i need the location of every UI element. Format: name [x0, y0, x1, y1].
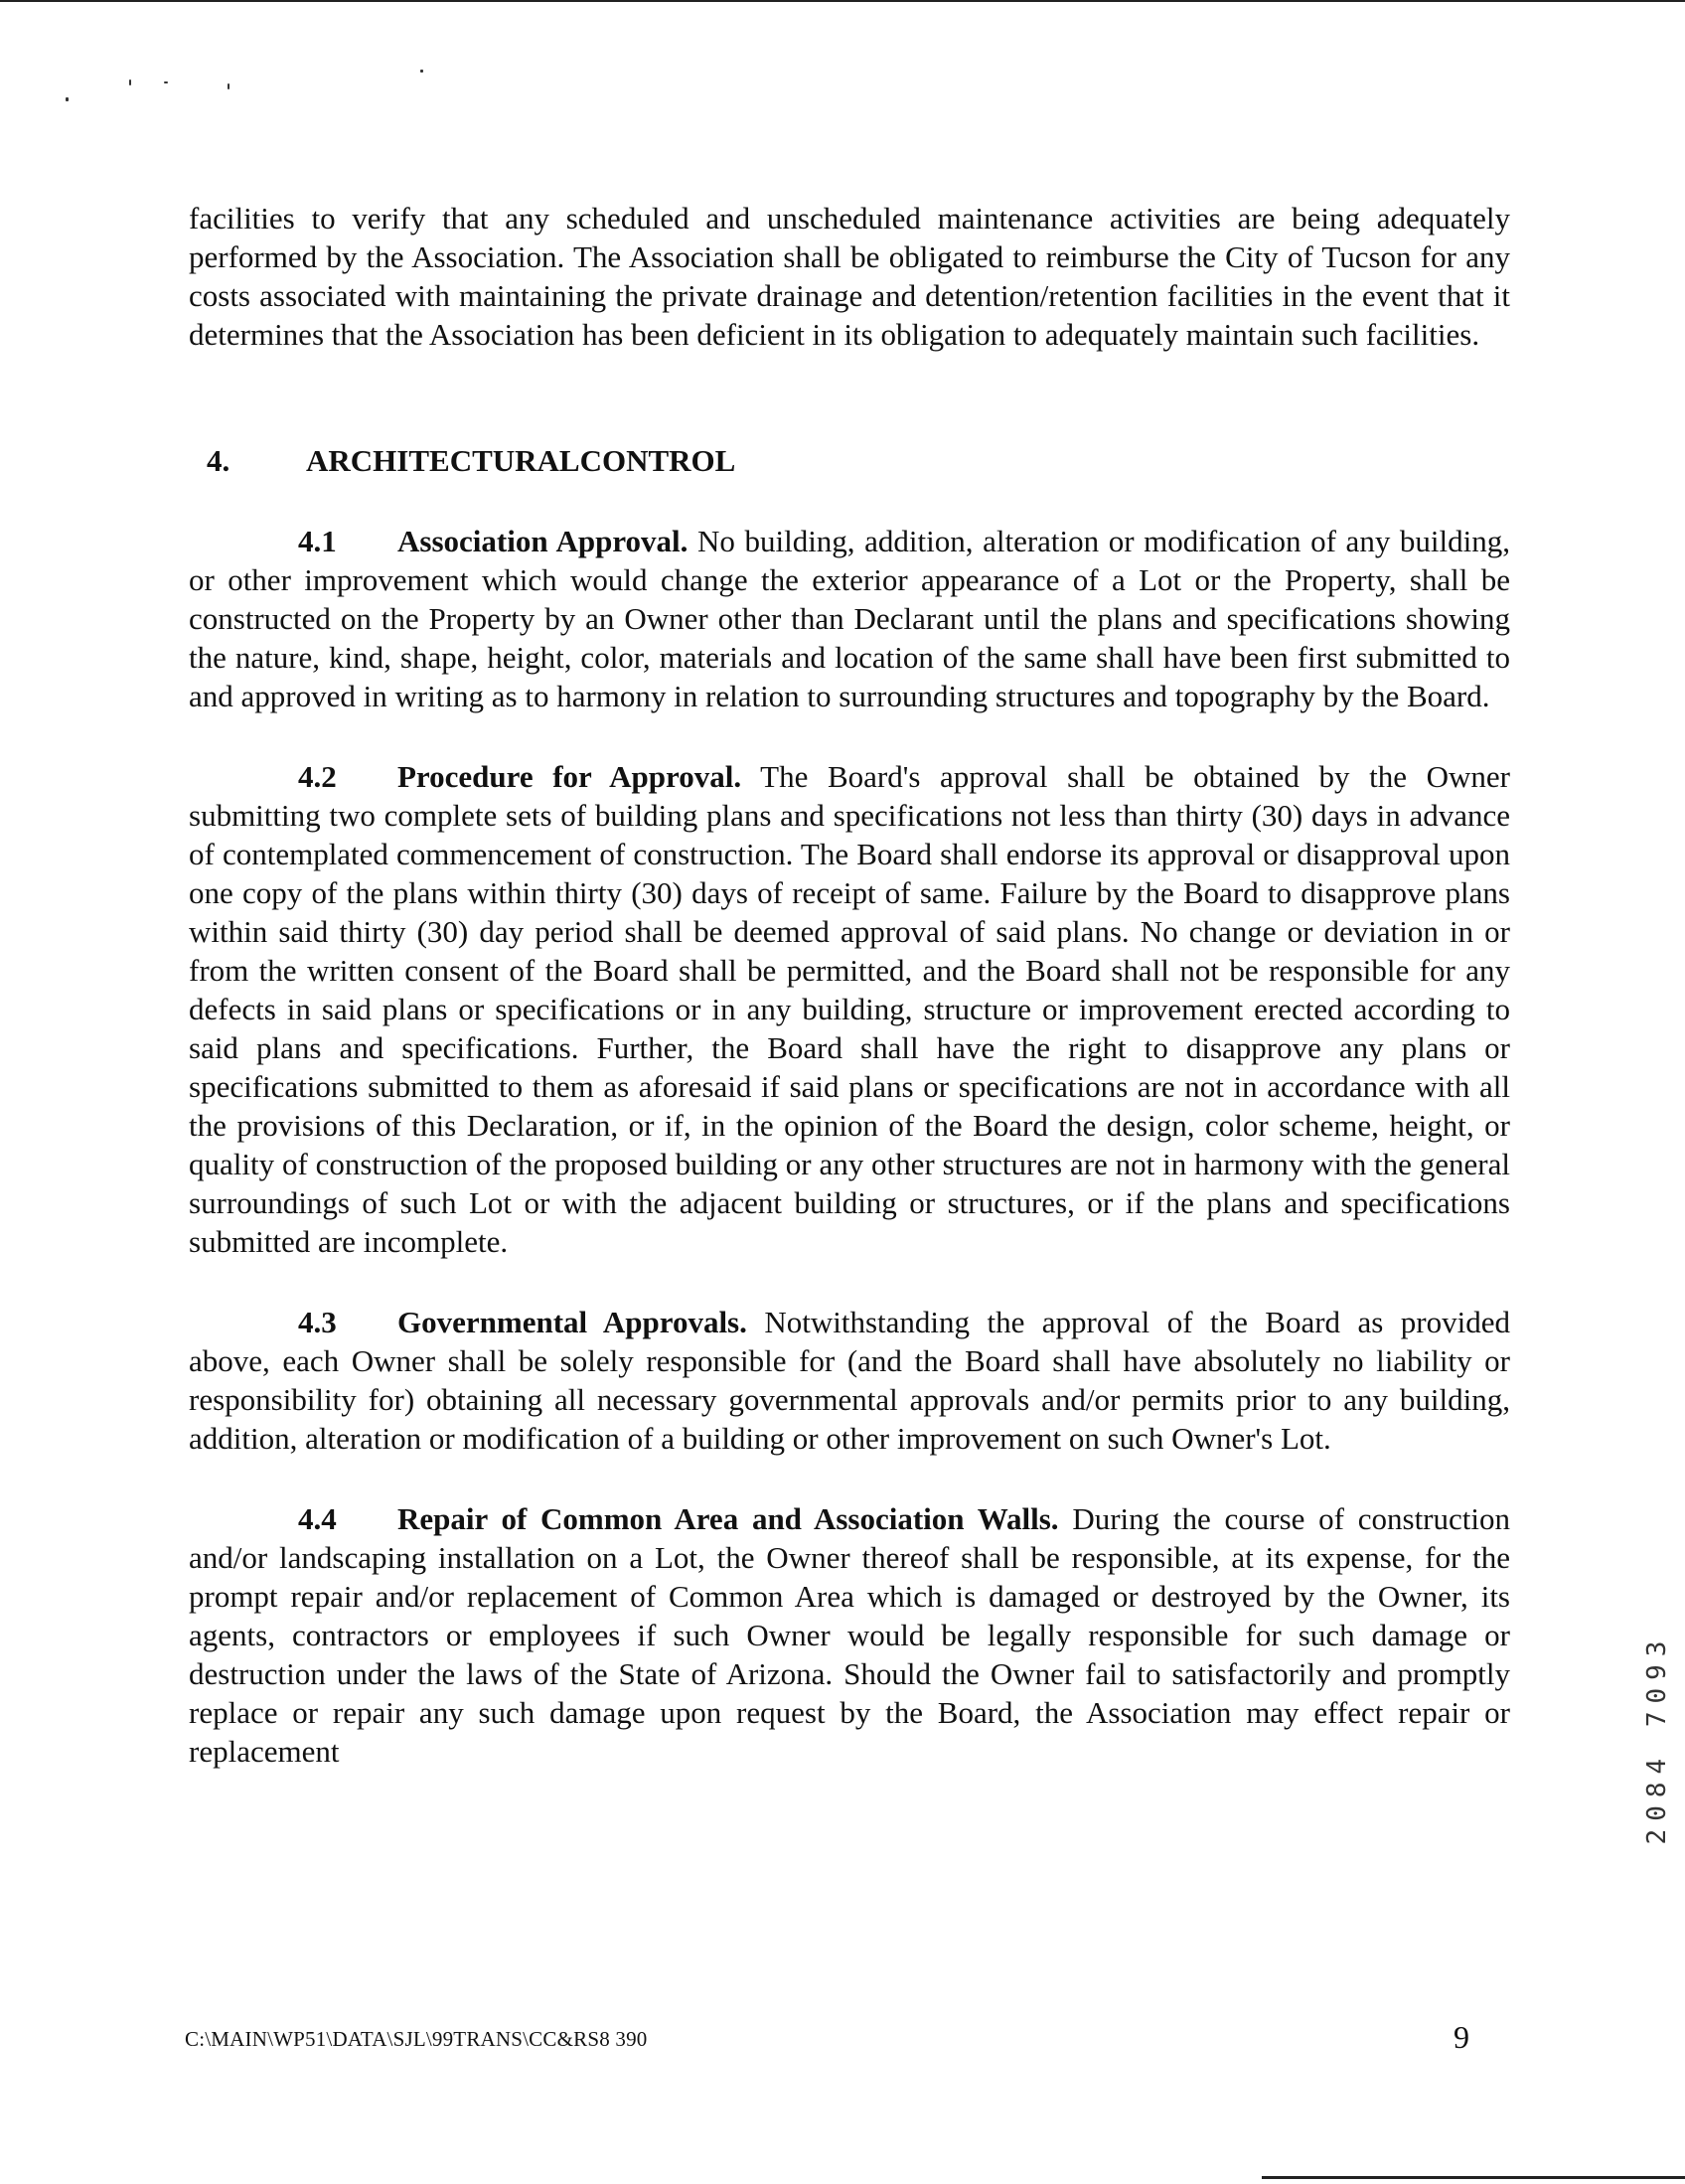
document-body [189, 199, 1510, 1812]
subsection-number: 4.3 [298, 1305, 337, 1339]
footer-file-path: C:\MAIN\WP51\DATA\SJL\99TRANS\CC&RS8 390 [185, 2027, 648, 2051]
subsection-4-3 [189, 1303, 1510, 1458]
subsection-4-2 [189, 757, 1510, 1261]
subsection-title: Association Approval. [397, 524, 689, 558]
section-number: 4. [207, 443, 230, 478]
section-heading [189, 441, 1510, 480]
intro-paragraph: facilities to verify that any scheduled and unscheduled maintenance activities are being adequately performed by the Association. The Association shall be obligated to reimburse the City of Tucson for any costs associated with maintaining the private drainage and detention/retention facilities in the event that it determines that the Association has been deficient in its obligation to adequately maintain such facilities. [189, 201, 1510, 352]
subsection-text: The Board's approval shall be obtained by the Owner submitting two complete sets of building plans and specifications not less than thirty (30) days in advance of contemplated commencement of construction. The Board shall endorse its approval or disapproval upon one copy of the plans within thirty (30) days of receipt of same. Failure by the Board to disapprove plans within said thirty (30) day period shall be deemed approval of said plans. No change or deviation in or from the written consent of the Board shall be permitted, and the Board shall not be responsible for any defects in said plans or specifications or in any building, structure or improvement erected according to said plans and specifications. Further, the Board shall have the right to disapprove any plans or specifications submitted to them as aforesaid if said plans or specifications are not in accordance with all the provisions of this Declaration, or if, in the opinion of the Board the design, color scheme, height, or quality of construction of the proposed building or any other structures are not in harmony with the general surroundings of such Lot or with the adjacent building or structures, or if the plans and specifications submitted are incomplete. [189, 759, 1510, 1259]
subsection-text: No building, addition, alteration or modification of any building, or other improvement which would change the exterior appearance of a Lot or the Property, shall be constructed on the Property by an Owner other than Declarant until the plans and specifications showing the nature, kind, shape, height, color, materials and location of the same shall have been first submitted to and approved in writing as to harmony in relation to surrounding structures and topography by the Board. [189, 524, 1510, 713]
scan-speck [129, 79, 131, 85]
subsection-number: 4.4 [298, 1501, 337, 1536]
scan-speck [164, 81, 168, 83]
subsection-text: Notwithstanding the approval of the Board as provided above, each Owner shall be solely responsible for (and the Board shall have absolutely no liability or responsibility for) obtaining all necessary governmental approvals and/or permits prior to any building, addition, alteration or modification of a building or other improvement on such Owner's Lot. [189, 1305, 1510, 1456]
subsection-title: Procedure for Approval. [397, 759, 742, 794]
recording-stamp [1637, 1570, 1672, 1918]
subsection-4-1 [189, 522, 1510, 715]
scan-speck [66, 97, 69, 101]
section-title: ARCHITECTURALCONTROL [306, 443, 736, 478]
subsection-title: Repair of Common Area and Association Walls. [397, 1501, 1059, 1536]
scan-speck [228, 83, 230, 89]
scan-edge-line-top [0, 0, 1685, 2]
subsection-text: During the course of construction and/or landscaping installation on a Lot, the Owner thereof shall be responsible, at its expense, for the prompt repair and/or replacement of Common Area which is damaged or destroyed by the Owner, its agents, contractors or employees if such Owner would be legally responsible for such damage or destruction under the laws of the State of Arizona. Should the Owner fail to satisfactorily and promptly replace or repair any such damage upon request by the Board, the Association may effect repair or replacement [189, 1501, 1510, 1769]
page-number: 9 [1454, 2019, 1469, 2055]
subsection-title: Governmental Approvals. [397, 1305, 747, 1339]
subsection-4-4 [189, 1499, 1510, 1771]
subsection-number: 4.2 [298, 759, 337, 794]
scan-speck [420, 70, 423, 73]
recording-stamp-number: 2084 7093 [1642, 1633, 1672, 1845]
subsection-number: 4.1 [298, 524, 337, 558]
scan-edge-line-bottom [1262, 2176, 1685, 2179]
